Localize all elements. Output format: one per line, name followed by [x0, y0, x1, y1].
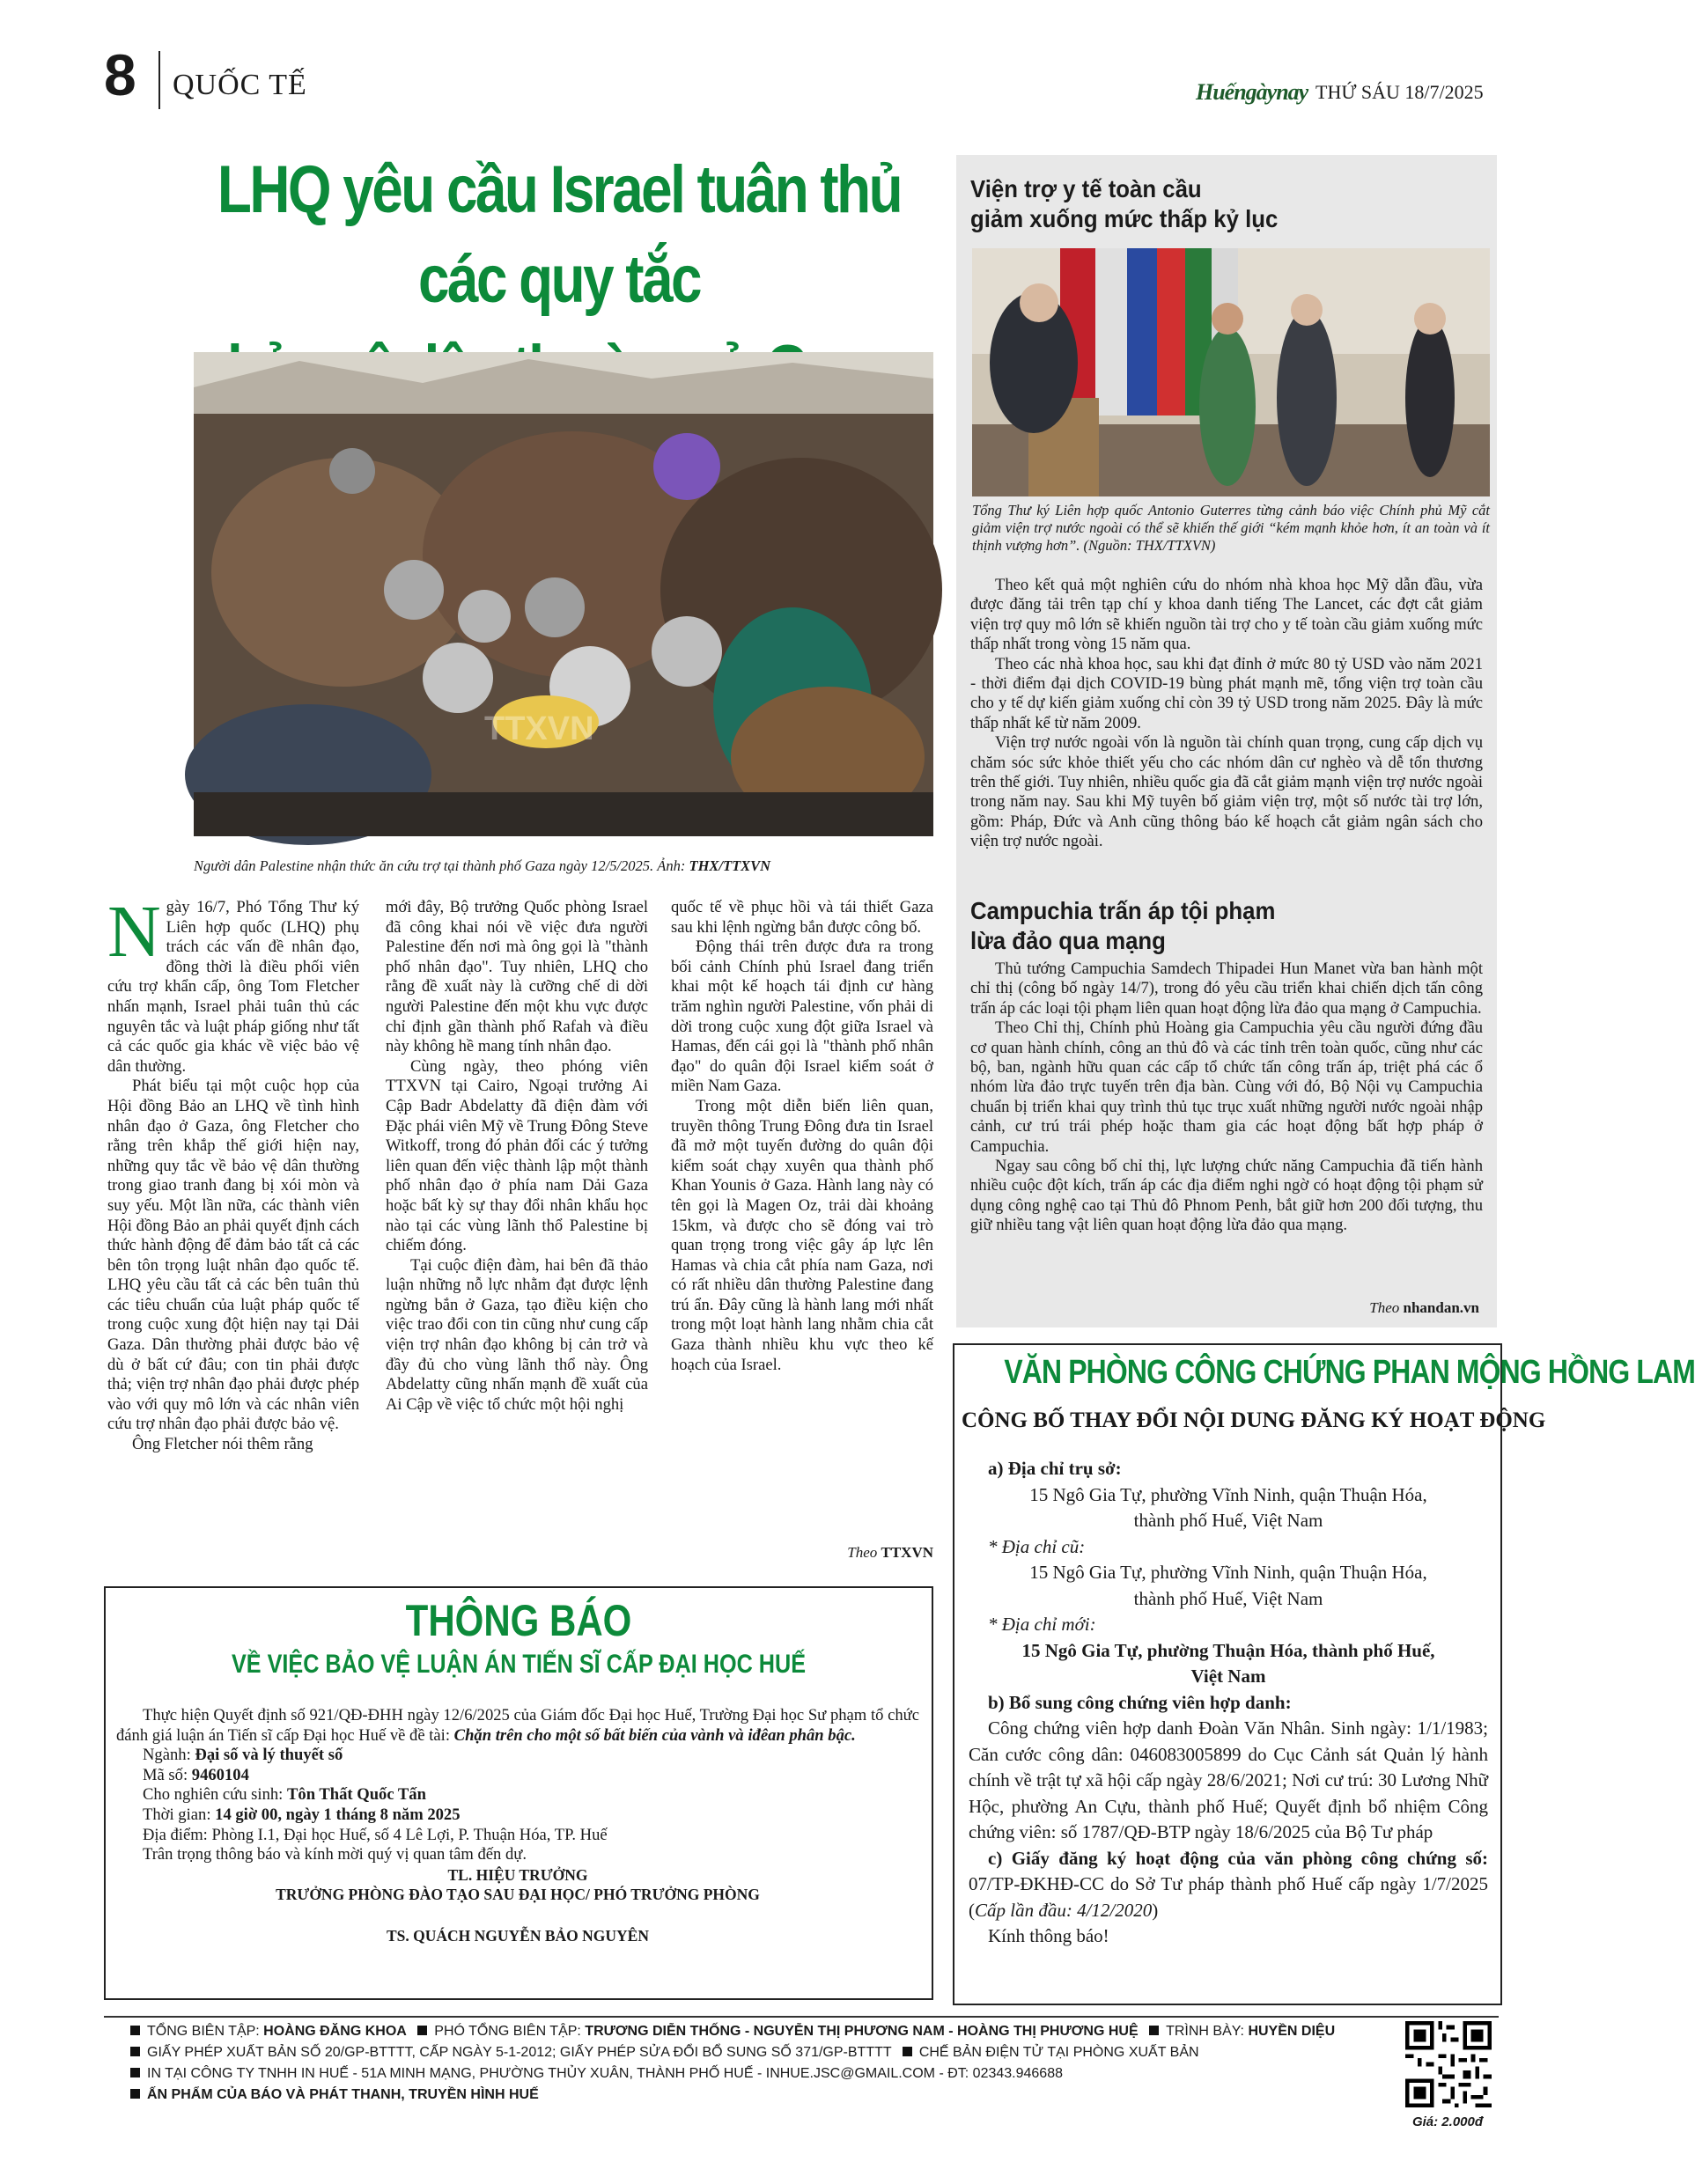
headline-line-1: LHQ yêu cầu Israel tuân thủ các quy tắc [217, 152, 902, 317]
thesis-place: Địa điểm: Phòng I.1, Đại học Huế, số 4 Lê Lợi, P. Thuận Hóa, TP. Huế [143, 1825, 608, 1844]
page-number: 8 [104, 42, 136, 107]
notary-item-heading: a) Địa chỉ trụ sở: [988, 1458, 1122, 1479]
sidebar-title-health-aid: Viện trợ y tế toàn cầu giảm xuống mức thấp kỷ lục [970, 175, 1279, 232]
qr-code-icon [1405, 2021, 1492, 2107]
thesis-closing: Trân trọng thông báo và kính mời quý vị quan tâm đến dự. [143, 1845, 527, 1864]
un-press-photo [972, 248, 1490, 496]
thesis-time: Thời gian: 14 giờ 00, ngày 1 tháng 8 năm 2025 [143, 1805, 461, 1824]
paragraph: Theo các nhà khoa học, sau khi đạt đỉnh ở mức 80 tỷ USD vào năm 2021 - thời điểm đại dịch COVID-19 bùng phát mạnh mẽ, tổng viện trợ toàn cầu cho y tế dự kiến giảm xuống chỉ còn 39 tỷ USD trong năm 2025. Đây là mức thấp nhất kể từ năm 2009. [970, 654, 1483, 732]
address-line: thành phố Huế, Việt Nam [1133, 1510, 1323, 1531]
photo-watermark: TTXVN [484, 710, 594, 747]
paragraph: Tại cuộc điện đàm, hai bên đã thảo luận những nỗ lực nhằm đạt được lệnh ngừng bắn ở Gaza, tạo điều kiện cho việc trao đổi con tin cũng như cung cấp viện trợ nhân đạo không bị cản trở và đầy đủ cho vùng lãnh thổ này. Ông Abdelatty cũng nhấn mạnh đề xuất của Ai Cập về việc tổ chức một hội nghị [386, 1255, 648, 1414]
address-line: 15 Ngô Gia Tự, phường Vĩnh Ninh, quận Thuận Hóa, [1029, 1562, 1427, 1583]
address-line: 15 Ngô Gia Tự, phường Vĩnh Ninh, quận Thuận Hóa, [1029, 1483, 1427, 1505]
caption-credit: THX/TTXVN [689, 857, 771, 874]
signer-name: TS. QUÁCH NGUYỄN BẢO NGUYÊN [386, 1926, 649, 1945]
address-line: 15 Ngô Gia Tự, phường Thuận Hóa, thành phố Huế, [1021, 1639, 1435, 1661]
price-label: Giá: 2.000đ [1411, 2114, 1484, 2129]
old-address-label: * Địa chỉ cũ: [988, 1535, 1086, 1557]
lead-column-1 [107, 891, 359, 1455]
signature-title-1: TL. HIỆU TRƯỞNG [447, 1865, 588, 1884]
thesis-notice-subtitle: VỀ VIỆC BẢO VỆ LUẬN ÁN TIẾN SĨ CẤP ĐẠI HỌC HUẾ [231, 1650, 807, 1679]
thesis-major: Ngành: Đại số và lý thuyết số [143, 1746, 343, 1765]
issue-date: THỨ SÁU 18/7/2025 [1315, 81, 1484, 103]
notary-ad-title: VĂN PHÒNG CÔNG CHỨNG PHAN MỘNG HỒNG LAM [1004, 1354, 1695, 1391]
notary-ad-subtitle: CÔNG BỐ THAY ĐỔI NỘI DUNG ĐĂNG KÝ HOẠT ĐỘNG [962, 1408, 1546, 1432]
caption-text: Người dân Palestine nhận thức ăn cứu trợ tại thành phố Gaza ngày 12/5/2025. Ảnh: [194, 857, 689, 874]
thesis-notice-body [116, 1706, 919, 1946]
notary-item-heading: b) Bổ sung công chứng viên hợp danh: [988, 1691, 1292, 1713]
sidebar-photo-caption: Tổng Thư ký Liên hợp quốc Antonio Guterres từng cảnh báo việc Chính phủ Mỹ cắt giảm viện trợ nước ngoài có thể sẽ khiến thế giới “kém mạnh khỏe hơn, ít an toàn và ít thịnh vượng hơn”. (Nguồn: THX/TTXVN) [972, 502, 1490, 554]
paragraph: Trong một diễn biến liên quan, truyền thông Trung Đông đưa tin Israel đã mở một tuyến đường do quân đội kiểm soát chạy xuyên qua thành phố Khan Younis ở Gaza. Hành lang này có tên gọi là Magen Oz, trải dài khoảng 15km, và được cho sẽ đóng vai trò quan trọng trong việc gây áp lực lên Hamas và chia cắt phía nam Gaza, nơi có rất nhiều dân thường Palestine đang trú ẩn. Đây cũng là hành lang mới nhất trong một loạt hành lang nhằm chia cắt Gaza thành nhiều khu vực theo kế hoạch của Israel. [671, 1096, 933, 1374]
address-line: Việt Nam [1190, 1666, 1266, 1687]
footer-line-3: IN TẠI CÔNG TY TNHH IN HUẾ - 51A MINH MẠNG, PHƯỜNG THỦY XUÂN, THÀNH PHỐ HUẾ - INHUE.JSC@GMAIL.COM - ĐT: 02343.946688 [123, 2063, 1391, 2085]
sidebar-title-cambodia: Campuchia trấn áp tội phạm lừa đảo qua mạng [970, 897, 1276, 954]
paragraph: Ngày 16/7, Phó Tổng Thư ký Liên hợp quốc (LHQ) phụ trách các vấn đề nhân đạo, đồng thời là điều phối viên cứu trợ khẩn cấp, ông Tom Fletcher nhấn mạnh, Israel phải tuân thủ các nguyên tắc và luật pháp giống như tất cả các quốc gia khác về việc bảo vệ dân thường. [107, 891, 359, 1076]
lead-source: Theo TTXVN [847, 1544, 933, 1561]
food-distribution-photo [194, 352, 933, 836]
masthead-logo: Huếngàynay [1196, 79, 1308, 105]
sidebar-photo [972, 248, 1490, 496]
section-title: QUỐC TẾ [173, 69, 307, 101]
sidebar-source: Theo nhandan.vn [1369, 1299, 1479, 1316]
notary-ad-body [969, 1456, 1488, 1950]
thesis-intro: Thực hiện Quyết định số 921/QĐ-ĐHH ngày 12/6/2025 của Giám đốc Đại học Huế, Trường Đại học Sư phạm tổ chức đánh giá luận án Tiến sĩ cấp Đại học Huế về đề tài: Chặn trên cho một số bất biến của vành và iđêan phân bậc. [116, 1706, 919, 1745]
notary-closing: Kính thông báo! [988, 1925, 1109, 1946]
address-line: thành phố Huế, Việt Nam [1133, 1587, 1323, 1609]
header-divider [158, 51, 160, 109]
paragraph: Ngay sau công bố chỉ thị, lực lượng chức năng Campuchia đã tiến hành nhiều cuộc đột kích, trấn áp các địa điểm nghi ngờ có hoạt động tội phạm sử dụng công nghệ cao tại Thủ đô Phnom Penh, bắt giữ hơn 200 đối tượng, thu giữ nhiều tang vật liên quan hoạt động lừa đảo qua mạng. [970, 1157, 1483, 1235]
paragraph: Theo Chỉ thị, Chính phủ Hoàng gia Campuchia yêu cầu người đứng đầu cơ quan hành chính, công an thủ đô và các tỉnh trên toàn quốc, cũng như các bộ, ban, ngành hữu quan các cấp tổ chức tấn công trấn áp, triệt phá các ổ nhóm lừa đảo trực tuyến trên địa bàn. Cùng với đó, Bộ Nội vụ Campuchia chuẩn bị triển khai quy trình thủ tục trục xuất những người nước ngoài nhập cảnh, cư trú trái phép hoặc tham gia các hoạt động bất hợp pháp ở Campuchia. [970, 1018, 1483, 1156]
notary-paragraph: c) Giấy đăng ký hoạt động của văn phòng công chứng số: 07/TP-ĐKHĐ-CC do Sở Tư pháp thành phố Huế cấp ngày 1/7/2025 (Cấp lần đầu: 4/12/2020) [969, 1847, 1488, 1921]
paragraph: mới đây, Bộ trưởng Quốc phòng Israel đã công khai nói về việc đưa người Palestine đến nơi mà ông gọi là "thành phố nhân đạo". Tuy nhiên, LHQ cho rằng đề xuất này là cưỡng chế di dời người Palestine đến một khu vực được chỉ định gần thành phố Rafah và điều này không hề mang tính nhân đạo. [386, 898, 648, 1056]
paragraph: Cùng ngày, theo phóng viên TTXVN tại Cairo, Ngoại trưởng Ai Cập Badr Abdelatty đã điện đàm với Đặc phái viên Mỹ về Trung Đông Steve Witkoff, trong đó phản đối các ý tưởng liên quan đến việc thành lập một thành phố nhân đạo ở phía nam Dải Gaza hoặc bất kỳ sự thay đổi nhân khẩu học nào tại các vùng lãnh thổ Palestine bị chiếm đóng. [386, 1056, 648, 1255]
paragraph: quốc tế về phục hồi và tái thiết Gaza sau khi lệnh ngừng bắn được công bố. [671, 898, 933, 937]
thesis-notice-title: THÔNG BÁO [405, 1596, 632, 1645]
lead-column-2 [386, 898, 648, 1415]
paragraph: Phát biểu tại một cuộc họp của Hội đồng Bảo an LHQ về tình hình nhân đạo ở Gaza, ông Fletcher cho rằng trên khắp thế giới hiện nay, những quy tắc về bảo vệ dân thường trong giao tranh đang bị xói mòn và suy yếu. Một lần nữa, các thành viên Hội đồng Bảo an phải quyết định cách thức hành động để đảm bảo tất cả các bên tôn trọng luật nhân đạo quốc tế. LHQ yêu cầu tất cả các bên tuân thủ các tiêu chuẩn của luật pháp quốc tế trong cuộc xung đột hiện nay tại Dải Gaza. Dân thường phải được bảo vệ dù ở bất cứ đâu; con tin phải được thả; viện trợ nhân đạo phải được phép vào với quy mô lớn và các nhân viên cứu trợ nhân đạo phải được bảo vệ. [107, 1077, 359, 1434]
notary-paragraph: Công chứng viên hợp danh Đoàn Văn Nhân. Sinh ngày: 1/1/1983; Căn cước công dân: 046083005899 do Cục Cảnh sát Quản lý hành chính về trật tự xã hội cấp ngày 28/6/2021; Nơi cư trú: 30 Lương Nhữ Hộc, phường An Cựu, thành phố Huế; Quyết định bổ nhiệm Công chứng viên: số 1787/QĐ-BTP ngày 18/6/2025 của Bộ Tư pháp [969, 1717, 1488, 1842]
footer-line-4: ẤN PHẨM CỦA BÁO VÀ PHÁT THANH, TRUYỀN HÌNH HUẾ [123, 2085, 1391, 2106]
footer-line-1: TỔNG BIÊN TẬP: HOÀNG ĐĂNG KHOA PHÓ TỔNG BIÊN TẬP: TRƯƠNG DIỄN THỐNG - NGUYỄN THỊ PHƯƠNG NAM - HOÀNG THỊ PHƯƠNG HUỆ TRÌNH BÀY: HUYỀN DIỆU [123, 2021, 1391, 2042]
drop-cap: N [107, 891, 161, 973]
paragraph: Thủ tướng Campuchia Samdech Thipadei Hun Manet vừa ban hành một chỉ thị (công bố ngày 14/7), trong đó yêu cầu triển khai chiến dịch tấn công trấn áp các loại tội phạm liên quan hoạt động lừa đảo qua mạng ở Campuchia. [970, 960, 1483, 1018]
new-address-label: * Địa chỉ mới: [988, 1614, 1096, 1635]
paragraph: Động thái trên được đưa ra trong bối cảnh Chính phủ Israel đang triển khai một kế hoạch tái định cư hàng trăm nghìn người Palestine, vốn phải di dời trong cuộc xung đột giữa Israel và Hamas, đến cái gọi là "thành phố nhân đạo" do quân đội Israel kiểm soát ở miền Nam Gaza. [671, 938, 933, 1096]
lead-photo [194, 352, 933, 836]
paragraph: Viện trợ nước ngoài vốn là nguồn tài chính quan trọng, cung cấp dịch vụ chăm sóc sức khỏe thiết yếu cho các nhóm dân cư nghèo và dễ tổn thương trên thế giới. Tuy nhiên, nhiều quốc gia đã cắt giảm mạnh viện trợ nước ngoài trong năm nay. Sau khi Mỹ tuyên bố giảm viện trợ, một số nước tài trợ lớn, gồm: Pháp, Đức và Anh cũng thông báo kế hoạch cắt giảm ngân sách cho viện trợ nước ngoài. [970, 733, 1483, 851]
paragraph: Theo kết quả một nghiên cứu do nhóm nhà khoa học Mỹ dẫn đầu, vừa được đăng tải trên tạp chí y khoa danh tiếng The Lancet, các đợt cắt giảm viện trợ quy mô lớn sẽ khiến nguồn tài trợ cho y tế toàn cầu giảm xuống mức thấp nhất trong vòng 15 năm qua. [970, 576, 1483, 654]
thesis-candidate: Cho nghiên cứu sinh: Tôn Thất Quốc Tấn [143, 1785, 426, 1805]
paragraph: Ông Fletcher nói thêm rằng [132, 1435, 313, 1454]
sidebar-body-cambodia [970, 960, 1483, 1236]
thesis-code: Mã số: 9460104 [143, 1765, 249, 1784]
signature-title-2: TRƯỞNG PHÒNG ĐÀO TẠO SAU ĐẠI HỌC/ PHÓ TRƯỞNG PHÒNG [276, 1886, 760, 1904]
footer-line-2: GIẤY PHÉP XUẤT BẢN SỐ 20/GP-BTTTT, CẤP NGÀY 5-1-2012; GIẤY PHÉP SỬA ĐỔI BỔ SUNG SỐ 371/GP-BTTTT CHẾ BẢN ĐIỆN TỬ TẠI PHÒNG XUẤT BẢN [123, 2042, 1391, 2063]
sidebar-body-health-aid [970, 576, 1483, 852]
lead-column-3 [671, 898, 933, 1375]
footer-lines [123, 2021, 1391, 2106]
lead-photo-caption [194, 857, 933, 875]
